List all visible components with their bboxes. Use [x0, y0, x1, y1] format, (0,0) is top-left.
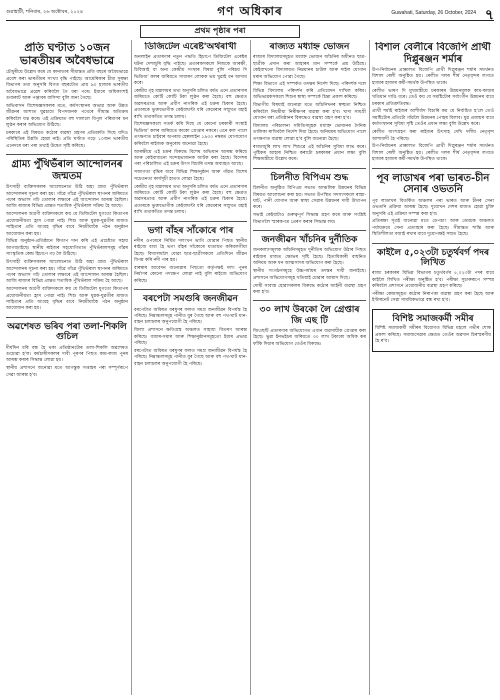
- story-paragraph: অভিবাসন বিশেষজ্ঞসকলৰ মতে, কৰ্মসংস্থানৰ অভাৱ আৰু উন্নত জীৱনৰ আশাত যুৱচামে বিপদজনক পথেৰে সীমান্ত অতিক্ৰম কৰিবলৈ যত্ন কৰে। এই প্ৰক্ৰিয়াত বহু দালালে বিপুল পৰিমাণৰ ধন লুণ্ঠন কৰাৰ অভিযোগ উঠিছে।: [6, 103, 128, 129]
- story-paragraph: পৰীক্ষা কেন্দ্ৰসমূহত কঠোৰ নিৰাপত্তা ব্যৱস্থা গ্ৰহণ কৰা হৈছে আৰু ইণ্টাৰনেট সেৱা সাময়িকভাৱে বন্ধ ৰখা হ'ব।: [372, 292, 494, 304]
- masthead-date-english: Guwahati, Saturday, 26 October, 2024: [391, 9, 476, 16]
- story-divider: [372, 168, 494, 169]
- story-paragraph: দোষী সাব্যস্ত হোৱাসকলৰ বিৰুদ্ধে কঠোৰ আইনী ব্যৱস্থা গ্ৰহণ কৰা হ'ব।: [253, 283, 366, 295]
- story-body: [372, 68, 494, 164]
- story-paragraph: বিভিন্ন অনুষ্ঠান-প্ৰতিষ্ঠানে কিতাপ দান কৰি এই প্ৰচেষ্টাত সহায় আগবঢ়াইছে। স্থানীয় ৰাইজৰ সহযোগিতাত পুঁথিভঁৰালসমূহ গাঁৱৰ সাংস্কৃতিক কেন্দ্ৰ হিচাপে গঢ় লৈ উঠিছে।: [6, 239, 128, 258]
- story-paragraph: নদীৰ ওপৰেৰে নিৰ্মিত দলংখন ভাগি যোৱাৰ পিছত স্থানীয় ৰাইজে বাধ্য হৈ ভগা বাঁহৰ সাঁকোৰে যাতায়ত কৰিবলগীয়া হৈছে। বিদ্যালয়লৈ যোৱা ছাত্ৰ-ছাত্ৰীসকলে প্ৰতিদিনে জীৱন বিপন্ন কৰি নদী পাৰ হয়।: [134, 238, 247, 264]
- page-number: ৭: [484, 6, 494, 22]
- column-4: [372, 42, 494, 697]
- story-headline[interactable]: ৩০ লাখ উৰকো লৈ গ্ৰেপ্তাৰ জি এছ টি: [259, 305, 360, 326]
- story-headline[interactable]: বিশাল বেলীৰে বিজেপি প্ৰাৰ্থী দিপ্লুৰঞ্জন শৰ্মাৰ: [375, 42, 491, 65]
- story-body: [134, 55, 247, 216]
- story-body: [253, 329, 366, 348]
- story-paragraph: কেন্দ্ৰীয় গৃহ মন্ত্ৰালয়ৰ তথ্য অনুসৰি চলিত বৰ্ষত এনে প্ৰতাৰণাৰ জৰিয়তে কোটি কোটি টকা লুণ্ঠন কৰা হৈছে। বহু ক্ষেত্ৰত অৱসৰপ্ৰাপ্ত আৰু প্ৰবীণ নাগৰিক এই চক্ৰৰ চিকাৰ হৈছে। প্ৰতাৰকে ভুক্তভোগীক কেইবাঘণ্টা ধৰি কেমেৰাৰ সন্মুখত বহাই ৰাখি তথাকথিত তদন্ত চলায়।: [134, 88, 247, 120]
- story-paragraph: বিভাগীয় বিষয়াই জনোৱা মতে আঁচনিখনৰ স্বচ্ছতা নিশ্চিত কৰিবলৈ নিয়মীয়া নিৰীক্ষণৰ ব্যৱস্থা কৰা হ'ব। খাদ্য সামগ্ৰী যোগান ধৰা প্ৰতিষ্ঠানৰ বিৰুদ্ধেও ব্যৱস্থা গ্ৰহণ কৰা হ'ব।: [253, 103, 366, 121]
- column-divider: [131, 40, 132, 695]
- column-2: [134, 42, 247, 697]
- story-paragraph: চৰকাৰে এই বিষয়ত কঠোৰ ব্যৱস্থা গ্ৰহণৰ প্ৰতিশ্ৰুতি দিছে যদিও পৰিস্থিতিৰ উন্নতি হোৱা নাই। প্ৰতি ঘণ্টাত গড়ে ১০জন ভাৰতীয় এনেদৰে ধৰা পৰা তথ্যই উদ্বেগ সৃষ্টি কৰিছে।: [6, 130, 128, 149]
- story-paragraph: দীৰ্ঘদিন ধৰি বন্ধ হৈ থকা প্ৰতিষ্ঠানটোৰ তলা-শিকলি অৱশেষত গুচোৱা হ'ল। কৰ্মচাৰীসকলৰ দাবী পূৰণৰ পিছত কাম-কাজ পুনৰ আৰম্ভ কৰাৰ সিদ্ধান্ত লোৱা হয়।: [6, 345, 128, 364]
- story-paragraph: ৰাজ্যৰ বিদ্যালয়সমূহত মধ্যাহ্ন ভোজন আঁচনিৰ অধীনত ছাত্ৰ-ছাত্ৰীক প্ৰদান কৰা আহাৰৰ মান সম্পৰ্কে প্ৰশ্ন উঠিছে। কেইবাখনো বিদ্যালয়ত নিম্নমানৰ চাউল আৰু দাইল যোগান ধৰাৰ অভিযোগ পোৱা গৈছে।: [253, 55, 366, 80]
- story-paragraph: ৰাজ্য চৰকাৰৰ বিভিন্ন বিভাগৰ চতুৰ্থবৰ্গৰ ৫,০২৩টা পদৰ বাবে কাইলৈ লিখিত পৰীক্ষা অনুষ্ঠিত হ'ব। পৰীক্ষা সুচাৰুৰূপে সম্পন্ন কৰিবলৈ প্ৰশাসনে প্ৰয়োজনীয় ব্যৱস্থা গ্ৰহণ কৰিছে।: [372, 271, 494, 290]
- masthead-date-assamese: গুৱাহাটী, শনিবাৰ, ২৬ অক্টোবৰ, ২০২৪: [6, 8, 84, 15]
- story-body: [134, 239, 247, 285]
- column-divider: [369, 40, 370, 695]
- story-paragraph: স্থানীয় প্ৰশাসনে জনোৱা মতে আগন্তুক সপ্তাহৰ পৰা সম্পূৰ্ণৰূপে সেৱা আৰম্ভ হ'ব।: [6, 366, 128, 378]
- story-paragraph: ৰাজ্যজুৰি লাখ লাখ শিশুৱে এই আঁচনিৰ সুবিধা লাভ কৰে। পুষ্টিকৰ আহাৰ নিশ্চিত কৰাটো চৰকাৰৰ প্ৰধান লক্ষ্য বুলি শিক্ষামন্ত্ৰীয়ে উল্লেখ কৰে।: [253, 144, 366, 163]
- story-paragraph: জনকল্যাণমূলক আঁচনিসমূহত দুৰ্নীতিৰ অভিযোগ উঠাৰ পিছত ৰাইজৰ মাজত ক্ষোভৰ সৃষ্টি হৈছে। হিতাধিকাৰী বাছনিত অনিয়ম আৰু ধন আত্মসাৎৰ অভিযোগ কৰা হৈছে।: [253, 248, 366, 267]
- story-headline[interactable]: বৰপেটা সমগুৰি জনজীৱন: [143, 294, 238, 305]
- story-paragraph: শিক্ষা বিভাগে এই সম্পৰ্কত তদন্তৰ নিৰ্দেশ দিছে। পৰিদৰ্শক দলে বিভিন্ন বিদ্যালয় পৰিদৰ্শন কৰি প্ৰতিবেদন দাখিল কৰিব। অভিভাৱকসকলে শিশুৰ স্বাস্থ্য সম্পৰ্কে চিন্তা প্ৰকাশ কৰিছে।: [253, 82, 366, 101]
- story-paragraph: আৰক্ষীয়ে এই চক্ৰৰ বিৰুদ্ধে বিশেষ অভিযান আৰম্ভ কৰিছে আৰু কেইবাজনো সন্দেহভাজনক আটক কৰা হৈছে। বিদেশৰ পৰা পৰিচালিত এই চক্ৰৰ উৎস বিচাৰি তদন্ত অব্যাহত আছে।: [134, 149, 247, 168]
- story-paragraph: আন্দোলনৰ অগ্ৰণী ব্যক্তিসকলে কয় যে ডিজিটেল যুগতো কিতাপৰ প্ৰয়োজনীয়তা হ্ৰাস পোৱা নাই। শিশু আৰু যুৱক-যুৱতীৰ মাজত সাহিত্যৰ প্ৰতি আগ্ৰহ বৃদ্ধিৰ বাবে নিয়মীয়াকৈ পঠন অনুষ্ঠান আয়োজন কৰা হয়।: [6, 212, 128, 237]
- story-paragraph: বিশেষজ্ঞসকলে সতৰ্ক কৰি দিছে যে কোনো চৰকাৰী সংস্থাই ভিডিঅ' কলৰ জৰিয়তে কাকো গ্ৰেপ্তাৰ নকৰে। এনে কল পালে তৎক্ষণাত চাইবাৰ অপৰাধ হেল্পলাইন ১৯৩০ নম্বৰত যোগাযোগ কৰিবলৈ ৰাইজক অনুৰোধ জনোৱা হৈছে।: [134, 122, 247, 147]
- story-body: [6, 346, 128, 380]
- story-body: [6, 70, 128, 150]
- story-paragraph: বিদ্যালয় পৰিচালনা সমিতিসমূহক মধ্যাহ্ন ভোজনৰ দৈনিক তালিকা ৰাখিবলৈ নিৰ্দেশ দিয়া হৈছে। অনিয়মৰ অভিযোগ পালে তৎক্ষণাত ব্যৱস্থা লোৱা হ'ব বুলি জনোৱা হৈছে।: [253, 123, 366, 142]
- story-paragraph: বৰপেটাত অবিৰত বৰষুণৰ ফলত সমগ্ৰ জনজীৱন বিপৰ্যস্ত হৈ পৰিছে। নিম্নাঞ্চলসমূহ পানীত বুৰ গৈছে আৰু বহু পথ-ঘাট যান-বাহন চলাচলৰ অনুপযোগী হৈ পৰিছে।: [134, 307, 247, 326]
- story-paragraph: উৎসাহী ব্যক্তিসকলৰ আলোচনাত উঠি অহা গ্ৰাম্য পুঁথিভঁৰাল আন্দোলনৰ সূচনা কৰা হয়। গাঁৱে গাঁৱে পুঁথিভঁৰাল স্থাপনৰ জৰিয়তে পঢ়াৰ অভ্যাস গঢ়ি তোলাৰ লক্ষ্যৰে এই আন্দোলন আৰম্ভ হৈছিল। আজি ৰাজ্যৰ বিভিন্ন প্ৰান্তত শতাধিক পুঁথিভঁৰাল সক্ৰিয় হৈ আছে।: [6, 185, 128, 210]
- story-body: [253, 248, 366, 296]
- story-paragraph: জিলা প্ৰশাসনে ক্ষতিগ্ৰস্ত অঞ্চলত সাহায্য বিতৰণ আৰম্ভ কৰিছে। বজাৰ-সমাৰ আৰু শিক্ষানুষ্ঠানসমূহতো ইয়াৰ প্ৰভাৱ পৰিছে।: [134, 328, 247, 347]
- story-divider: [6, 317, 128, 318]
- story-body: [6, 185, 128, 313]
- story-divider: [372, 243, 494, 244]
- story-paragraph: চিলনীত অনুষ্ঠিত বিপিএম সভাত আঞ্চলিক উন্নয়নৰ বিভিন্ন বিষয়ত আলোচনা কৰা হয়। সভাত উপস্থিত সদস্যসকলে ৰাস্তা-ঘাট, পানী যোগান আৰু স্বাস্থ্য সেৱাৰ উন্নয়নৰ দাবী উত্থাপন কৰে।: [253, 186, 366, 211]
- story-headline[interactable]: জনজীৱন খাঁচনিৰ দুৰ্নীতিক: [261, 235, 358, 246]
- newspaper-logo[interactable]: গণ অধিকাৰ: [217, 3, 283, 18]
- story-body: [375, 326, 491, 345]
- story-body: [253, 186, 366, 226]
- story-paragraph: আন্দোলনৰ অগ্ৰণী ব্যক্তিসকলে কয় যে ডিজিটেল যুগতো কিতাপৰ প্ৰয়োজনীয়তা হ্ৰাস পোৱা নাই। শিশু আৰু যুৱক-যুৱতীৰ মাজত সাহিত্যৰ প্ৰতি আগ্ৰহ বৃদ্ধিৰ বাবে নিয়মীয়াকৈ পঠন অনুষ্ঠান আয়োজন কৰা হয়।: [6, 287, 128, 312]
- column-3: [253, 42, 366, 697]
- story-headline[interactable]: বিশিষ্ট সমাজকৰ্মী সমীৰ: [392, 313, 474, 324]
- story-divider: [253, 300, 366, 301]
- story-headline[interactable]: অৱশেষত ভৰিব পৰা তলা-শিকলি গুচিল: [7, 321, 127, 343]
- story-paragraph: অনলাইন প্ৰতাৰণাৰ নতুন পদ্ধতি হিচাপে ডিজিটেল এৰেষ্টৰ ঘটনা দেশজুৰি বৃদ্ধি পাইছে। প্ৰতাৰকসকলে নিজকে আৰক্ষী, চিবিআই বা অন্য কেন্দ্ৰীয় সংস্থাৰ বিষয়া বুলি পৰিচয় দি ভিডিঅ' কলৰ জৰিয়তে সাধাৰণ লোকক ভয় খুৱাই ধন আদায় কৰে।: [134, 55, 247, 86]
- story-headline[interactable]: চিলনীত বিপিএম শুদ্ধ: [270, 172, 349, 183]
- section-title: প্ৰথম পৃষ্ঠাৰ পৰা: [140, 25, 300, 38]
- story-divider: [134, 289, 247, 290]
- story-headline[interactable]: পূব লাডাখৰ পৰা ভাৰত-চীন সেনাৰ ওভতনি: [376, 172, 490, 196]
- story-paragraph: জিএছটি প্ৰতাৰণাৰ অভিযোগত এজন ব্যৱসায়ীক গ্ৰেপ্তাৰ কৰা হৈছে। ভুৱা ইনভইচৰ জৰিয়তে ৩০ লাখ টকাৰো অধিক কৰ ফাঁকি দিয়াৰ অভিযোগ তেওঁৰ বিৰুদ্ধে।: [253, 329, 366, 347]
- story-paragraph: কেন্দ্ৰীয় গৃহ মন্ত্ৰালয়ৰ তথ্য অনুসৰি চলিত বৰ্ষত এনে প্ৰতাৰণাৰ জৰিয়তে কোটি কোটি টকা লুণ্ঠন কৰা হৈছে। বহু ক্ষেত্ৰত অৱসৰপ্ৰাপ্ত আৰু প্ৰবীণ নাগৰিক এই চক্ৰৰ চিকাৰ হৈছে। প্ৰতাৰকে ভুক্তভোগীক কেইবাঘণ্টা ধৰি কেমেৰাৰ সন্মুখত বহাই ৰাখি তথাকথিত তদন্ত চলায়।: [134, 184, 247, 216]
- story-divider: [6, 154, 128, 155]
- story-body: [134, 308, 247, 369]
- story-paragraph: ৰেলীত অংশগ্ৰহণ কৰা ৰাইজৰ উৎসাহ দেখি দলীয় নেতৃবৃন্দ আশাবাদী হৈ পৰিছে।: [372, 130, 494, 142]
- column-1: [6, 42, 128, 697]
- story-paragraph: সজাগতা বৃদ্ধিৰ বাবে বিভিন্ন শিক্ষানুষ্ঠান আৰু গাঁৱত বিশেষ সচেতনতা কাৰ্যসূচী হাতত লোৱা হৈছে।: [134, 170, 247, 182]
- story-headline[interactable]: ডিজিটেল এৰেষ্ট'অৰ্থৰাখী: [144, 42, 237, 52]
- masthead: [6, 5, 494, 21]
- story-divider: [253, 230, 366, 231]
- story-paragraph: চৌধুৰীয়ে উল্লেখ কৰে যে কানাডাৰ সীমান্তত প্ৰতি বছৰে অবৈধভাৱে প্ৰবেশ কৰা ভাৰতীয়ৰ সংখ্যা বৃদ্ধি পাইছে। আমেৰিকাৰ চীমা সুৰক্ষা বিভাগৰ তথ্য অনুসৰি বিগত বছৰটোত প্ৰায় ৯০ হাজাৰ ভাৰতীয় অবৈধভাৱে প্ৰৱেশ কৰিবলৈ গৈ ধৰা পৰে। ইয়াৰে অধিকাংশই গুজৰাট আৰু পঞ্জাবৰ বাসিন্দা বুলি জনা গৈছে।: [6, 70, 128, 101]
- story-paragraph: প্ৰাৰ্থী শৰ্মাই ৰাইজৰ আশীৰ্বাদ বিচাৰি কয় যে নিৰ্বাচিত হ'লে তেওঁ সমষ্টিটোৰ প্ৰতিটো গাঁৱলৈ উন্নয়নৰ পোহৰ বিলাব। যুৱ প্ৰজন্মৰ বাবে কৰ্মসংস্থানৰ সুবিধা সৃষ্টি তেওঁৰ প্ৰধান লক্ষ্য বুলি উল্লেখ কৰে।: [372, 109, 494, 128]
- story-body: [372, 199, 494, 239]
- story-headline[interactable]: ভগা বাঁহৰ সাঁকোৰে পাৰ: [147, 225, 234, 236]
- story-paragraph: উপ-নিৰ্বাচনৰ প্ৰাক্কালত বিজেপি প্ৰাৰ্থী দিপ্লুৰঞ্জন শৰ্মাৰ সমৰ্থনত বিশাল ৰেলী অনুষ্ঠিত হয়। ৰেলীত দলৰ শীৰ্ষ নেতৃবৃন্দৰ লগতে হাজাৰ হাজাৰ কৰ্মী-সমৰ্থক উপস্থিত থাকে।: [372, 144, 494, 163]
- story-paragraph: উপ-নিৰ্বাচনৰ প্ৰাক্কালত বিজেপি প্ৰাৰ্থী দিপ্লুৰঞ্জন শৰ্মাৰ সমৰ্থনত বিশাল ৰেলী অনুষ্ঠিত হয়। ৰেলীত দলৰ শীৰ্ষ নেতৃবৃন্দৰ লগতে হাজাৰ হাজাৰ কৰ্মী-সমৰ্থক উপস্থিত থাকে।: [372, 68, 494, 86]
- story-paragraph: সভাই কেইবাটাও গুৰুত্বপূৰ্ণ সিদ্ধান্ত গ্ৰহণ কৰে আৰু সংশ্লিষ্ট বিভাগলৈ স্মাৰকপত্ৰ প্ৰেৰণ কৰাৰ সিদ্ধান্ত লয়।: [253, 213, 366, 225]
- story-headline[interactable]: ৰাজ্যত মধ্যাহ্ন ভোজন: [269, 42, 350, 52]
- story-paragraph: প্ৰতিৰক্ষা সূত্ৰই জনোৱা মতে ডেপচাং আৰু ডেমচক অঞ্চলত পৰ্যায়ক্ৰমে সেনা প্ৰত্যাহাৰ কৰা হৈছে। সীমান্তত শান্তি আৰু স্থিতিশীলতা বজাই ৰখাৰ বাবে দুয়োপক্ষই সন্মত হৈছে।: [372, 219, 494, 238]
- story-body: [372, 271, 494, 305]
- story-paragraph: স্থানীয় সংগঠনসমূহে উচ্চপৰ্যায়ৰ তদন্তৰ দাবী জনাইছে। প্ৰশাসনে অভিযোগসমূহ খতিয়াই চোৱাৰ আশ্বাস দিছে।: [253, 269, 366, 281]
- story-paragraph: বিশিষ্ট সমাজকৰ্মী সমীৰৰ বিয়োগত বিভিন্ন মহলে গভীৰ শোক প্ৰকাশ কৰিছে। সমাজসেৱাৰ ক্ষেত্ৰত তেওঁৰ অৱদান চিৰস্মৰণীয় হৈ ৰ'ব।: [375, 326, 491, 344]
- story-paragraph: ৰেলীত ভাষণ দি মুখ্যমন্ত্ৰীয়ে চৰকাৰৰ উন্নয়নমূলক কাম-কাজৰ খতিয়ান দাঙি ধৰে। তেওঁ কয় যে সমষ্টিটোৰ সৰ্বাংগীন উন্নয়নৰ বাবে চৰকাৰ প্ৰতিশ্ৰুতিবদ্ধ।: [372, 88, 494, 107]
- story-body: [253, 55, 366, 164]
- story-headline[interactable]: কাইলৈ ৫,০২৩টা চতুৰ্থবৰ্গ পদৰ লিখিত: [376, 247, 490, 268]
- story-paragraph: পূব লাডাখৰ বিতৰ্কিত অঞ্চলৰ পৰা ভাৰত আৰু চীনৰ সেনা ওভতনি প্ৰক্ৰিয়া আৰম্ভ হৈছে। দুয়োখন দেশৰ মাজত হোৱা চুক্তি অনুসৰি এই প্ৰক্ৰিয়া সম্পন্ন কৰা হ'ব।: [372, 198, 494, 217]
- story-paragraph: বৰপেটাত অবিৰত বৰষুণৰ ফলত সমগ্ৰ জনজীৱন বিপৰ্যস্ত হৈ পৰিছে। নিম্নাঞ্চলসমূহ পানীত বুৰ গৈছে আৰু বহু পথ-ঘাট যান-বাহন চলাচলৰ অনুপযোগী হৈ পৰিছে।: [134, 349, 247, 367]
- story-headline[interactable]: গ্ৰাম্য পুঁথিভঁৰাল আন্দোলনৰ জন্মতম: [11, 159, 123, 182]
- boxed-story: [372, 309, 494, 352]
- story-divider: [134, 221, 247, 222]
- story-paragraph: উৎসাহী ব্যক্তিসকলৰ আলোচনাত উঠি অহা গ্ৰাম্য পুঁথিভঁৰাল আন্দোলনৰ সূচনা কৰা হয়। গাঁৱে গাঁৱে পুঁথিভঁৰাল স্থাপনৰ জৰিয়তে পঢ়াৰ অভ্যাস গঢ়ি তোলাৰ লক্ষ্যৰে এই আন্দোলন আৰম্ভ হৈছিল। আজি ৰাজ্যৰ বিভিন্ন প্ৰান্তত শতাধিক পুঁথিভঁৰাল সক্ৰিয় হৈ আছে।: [6, 260, 128, 285]
- story-paragraph: বাৰম্বাৰ আবেদন জনোৱাৰ পিছতো কৰ্তৃপক্ষই দলং পুনৰ নিৰ্মাণৰ কোনো পদক্ষেপ লোৱা নাই বুলি ৰাইজে অভিযোগ কৰিছে।: [134, 266, 247, 284]
- column-divider: [250, 40, 251, 695]
- story-headline[interactable]: প্ৰতি ঘণ্টাত ১০জন ভাৰতীয়ৰ অবৈধভাৱে: [19, 42, 115, 67]
- story-divider: [253, 168, 366, 169]
